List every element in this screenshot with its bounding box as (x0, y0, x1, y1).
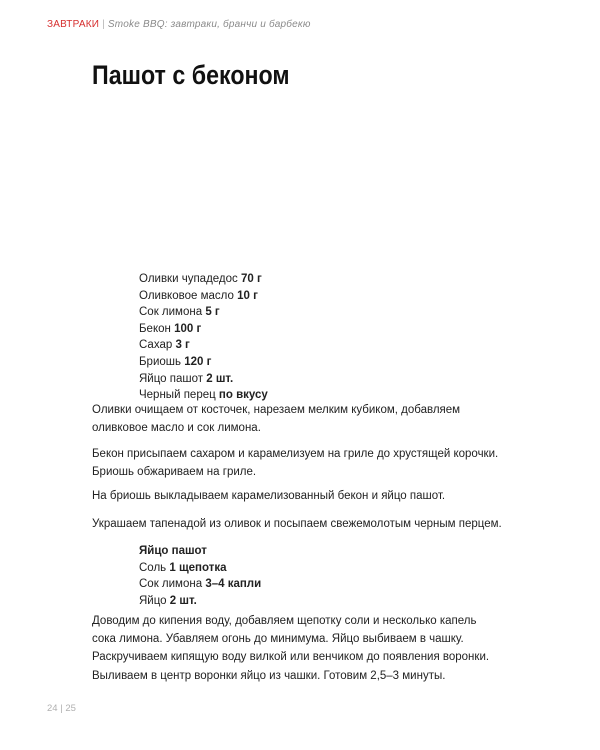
ingredient-amount: 10 г (237, 289, 258, 302)
subrecipe-block (139, 543, 261, 609)
ingredient-name: Оливки чупадедос (139, 273, 238, 285)
ingredient-amount: 120 г (184, 355, 212, 368)
header-section: ЗАВТРАКИ (47, 19, 100, 30)
ingredient-amount: 70 г (241, 273, 262, 285)
ingredient-item (139, 304, 268, 321)
ingredient-name: Сок лимона (139, 306, 203, 319)
subrecipe-title: Яйцо пашот (139, 545, 207, 557)
ingredient-item (139, 371, 268, 388)
ingredient-amount: 5 г (205, 306, 220, 319)
ingredient-amount: 100 г (174, 322, 202, 335)
header-separator: | (102, 19, 105, 30)
ingredient-amount: 2 шт. (206, 372, 234, 385)
ingredient-amount: 3–4 капли (205, 578, 262, 591)
step-paragraph: Оливки очищаем от косточек, нарезаем мелким кубиком, добавляем оливковое масло и сок лимона. (92, 404, 461, 434)
header-book-title: Smoke BBQ: завтраки, бранчи и барбекю (107, 19, 311, 30)
ingredient-list (139, 271, 268, 404)
ingredient-item (139, 354, 268, 371)
step-paragraph: На бриошь выкладываем карамелизованный бекон и яйцо пашот. (92, 490, 446, 502)
page-numbers: 24 | 25 (47, 703, 76, 714)
ingredient-name: Бриошь (139, 355, 181, 368)
ingredient-amount: 1 щепотка (169, 561, 227, 574)
subrecipe-ingredient (139, 560, 261, 577)
step-paragraph: Украшаем тапенадой из оливок и посыпаем свежемолотым черным перцем. (92, 518, 502, 530)
ingredient-name: Черный перец (139, 389, 216, 402)
ingredient-name: Бекон (139, 322, 171, 335)
ingredient-item (139, 288, 268, 305)
step-paragraph: Бекон присыпаем сахаром и карамелизуем на гриле до хрустящей корочки. Бриошь обжариваем на гриле. (92, 448, 499, 478)
ingredient-name: Соль (139, 561, 167, 574)
ingredient-amount: по вкусу (218, 389, 268, 402)
ingredient-name: Яйцо пашот (139, 372, 204, 385)
ingredient-name: Оливковое масло (139, 289, 234, 302)
ingredient-name: Сок лимона (139, 578, 203, 591)
ingredient-amount: 3 г (175, 339, 190, 352)
recipe-title: Пашот с беконом (92, 60, 290, 90)
ingredient-item (139, 271, 268, 288)
running-header (47, 19, 311, 30)
ingredient-item (139, 337, 268, 354)
ingredient-item (139, 321, 268, 338)
ingredient-amount: 2 шт. (169, 594, 197, 607)
subrecipe-ingredient (139, 576, 261, 593)
ingredient-name: Яйцо (139, 594, 167, 607)
ingredient-name: Сахар (139, 339, 173, 352)
subrecipe-ingredient (139, 593, 261, 610)
subrecipe-instruction: Доводим до кипения воду, добавляем щепотку соли и несколько капель сока лимона. Убавляем огонь до минимума. Яйцо выбиваем в чашку. Раскручиваем кипящую воду вилкой или венчиком до появления воронки. Выливаем в центр воронки яйцо из чашки. Готовим 2,5–3 минуты. (92, 615, 490, 682)
